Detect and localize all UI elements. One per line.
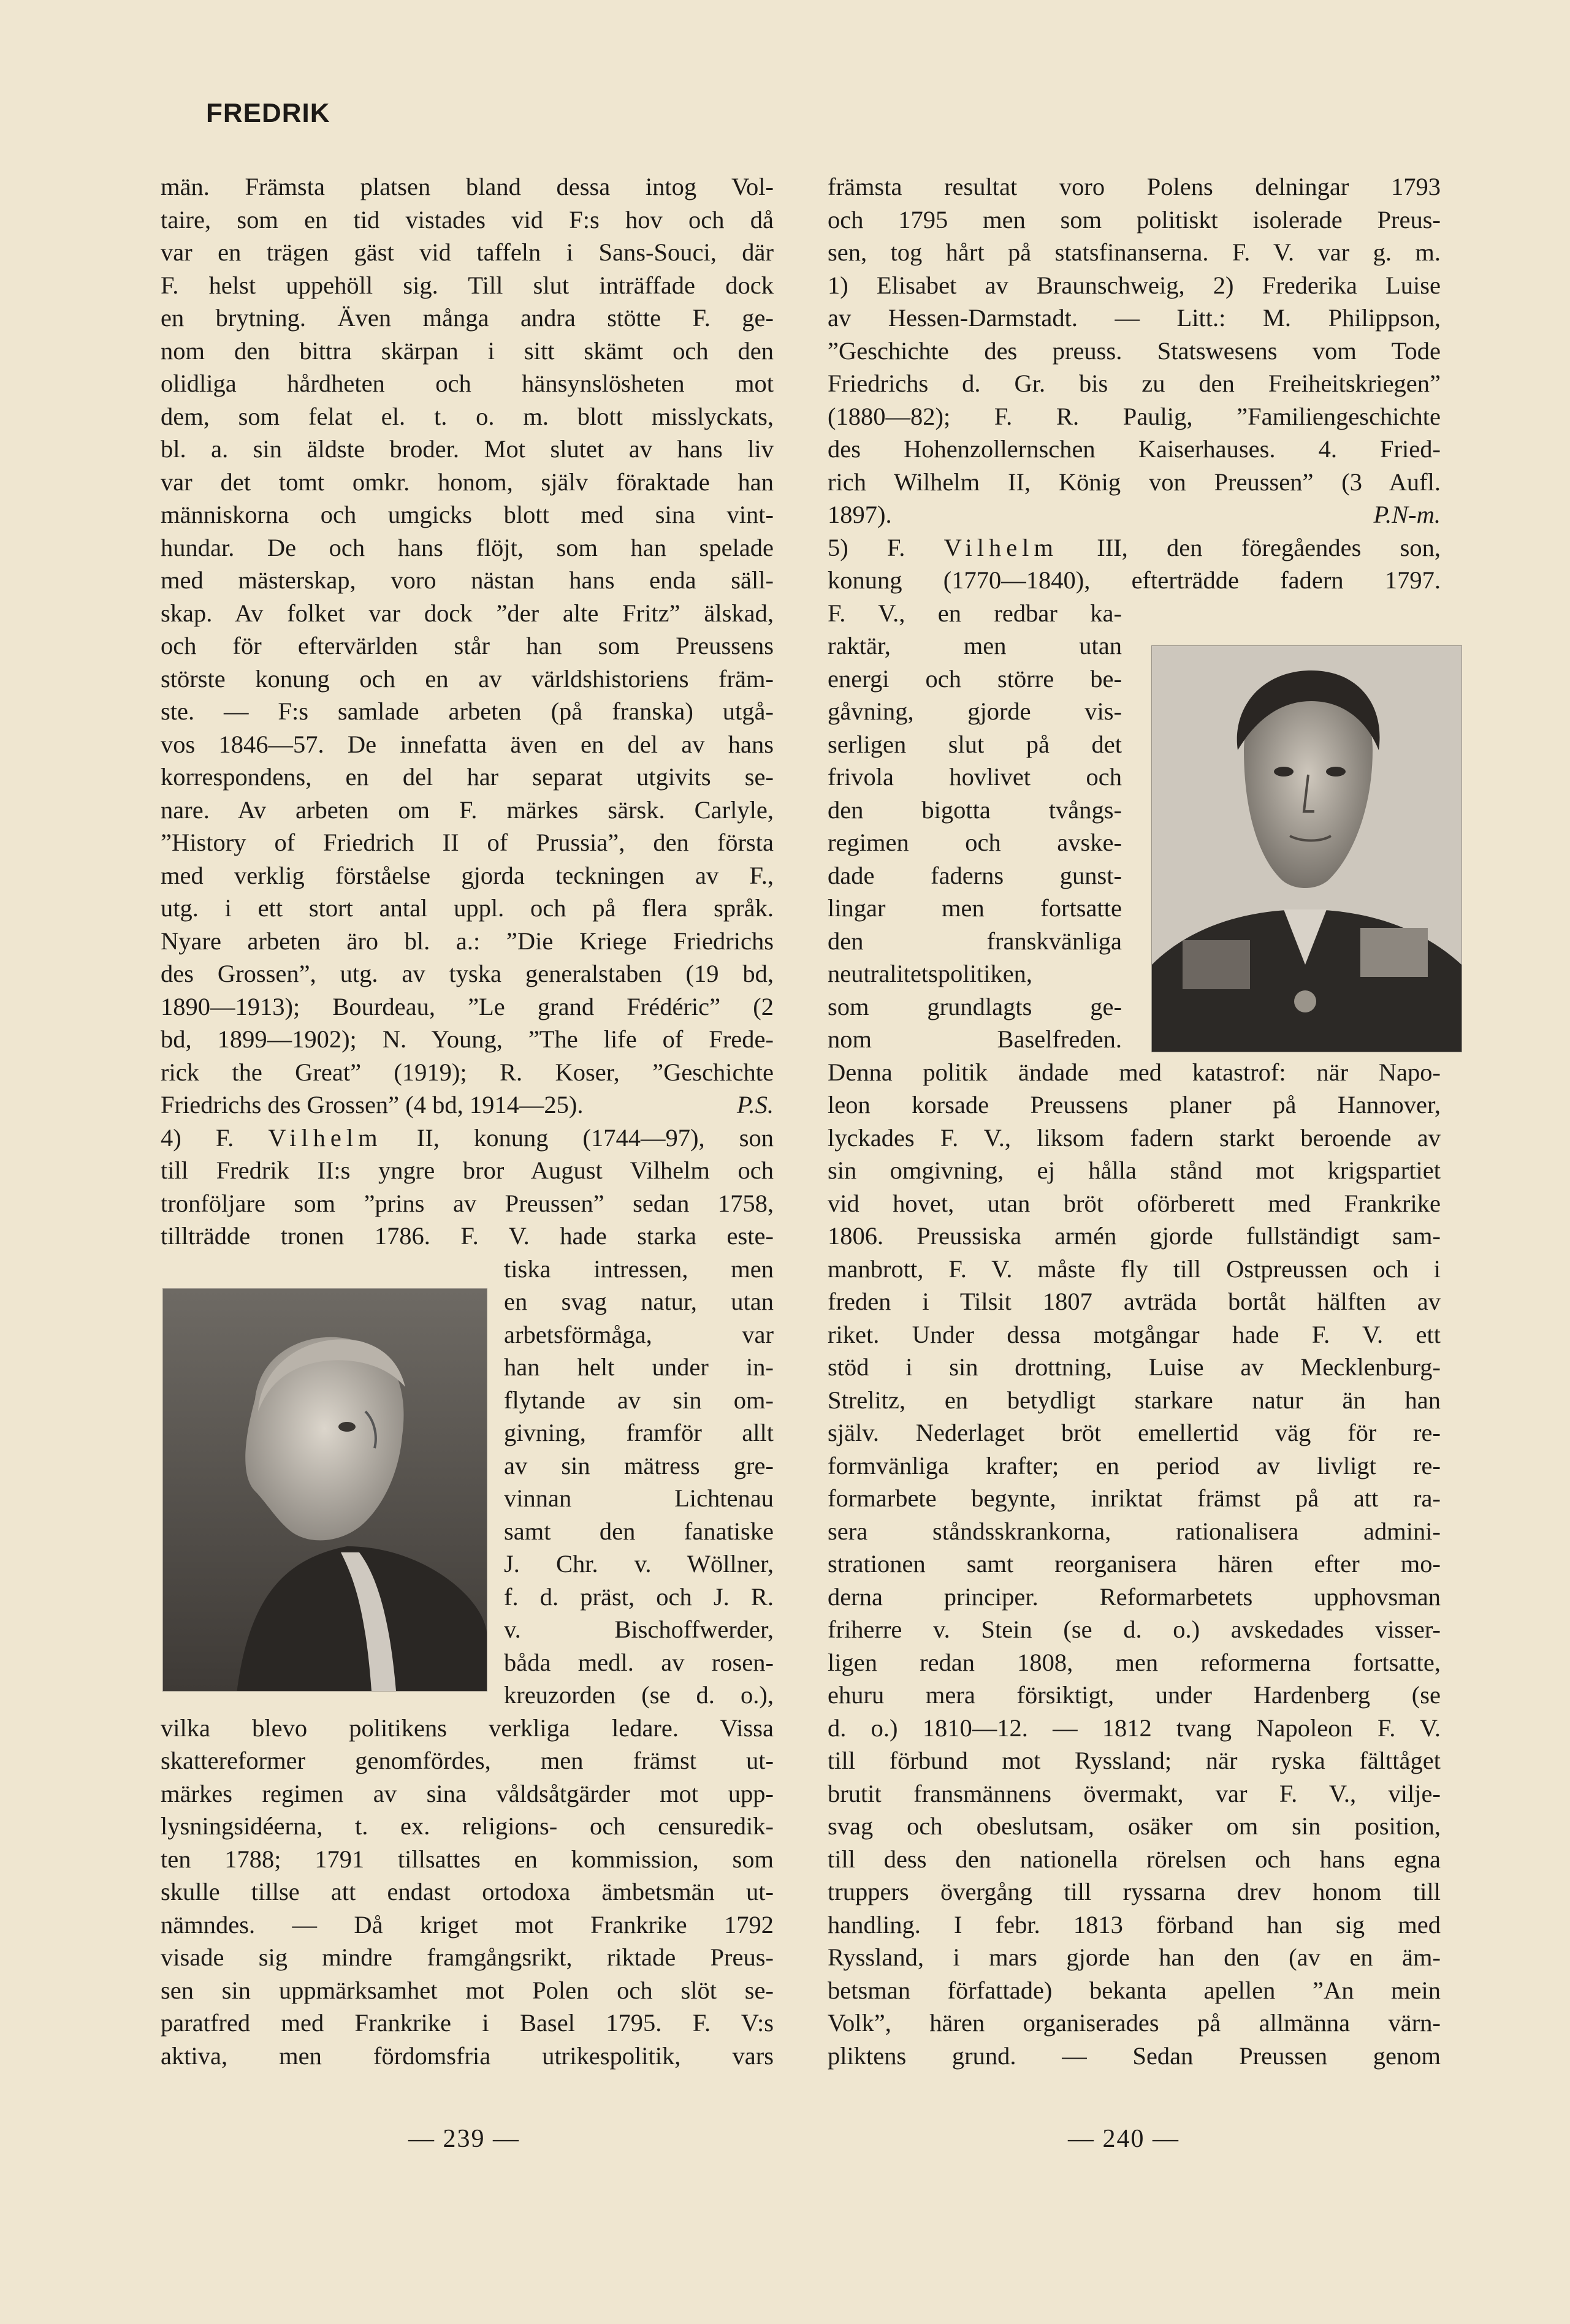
text-line: des Grossen”, utg. av tyska generalstaben (19 bd,	[161, 960, 774, 987]
text-line: den franskvänliga	[828, 927, 1122, 955]
text-line: han helt under in-	[504, 1353, 774, 1381]
text-line: des Hohenzollernschen Kaiserhauses. 4. Fried-	[828, 435, 1441, 463]
text-line: människorna och umgicks blott med sina vint-	[161, 501, 774, 528]
text-line: bl. a. sin äldste broder. Mot slutet av hans liv	[161, 435, 774, 463]
text-line: sin omgivning, ej hålla stånd mot krigspartiet	[828, 1156, 1441, 1184]
text-line: ste. — F:s samlade arbeten (på franska) utgå-	[161, 697, 774, 725]
right-paragraph-a	[828, 170, 1441, 531]
entry-5-number: 5) F.	[828, 533, 905, 561]
text-line: kreuzorden (se d. o.),	[504, 1681, 774, 1709]
text-line: frivola hovlivet och	[828, 763, 1122, 791]
left-paragraph-a	[161, 170, 774, 1122]
entry-4-name: Vilhelm	[268, 1123, 383, 1152]
text-line: av Hessen-Darmstadt. — Litt.: M. Philippson,	[828, 304, 1441, 332]
text-line: ehuru mera försiktigt, under Hardenberg (se	[828, 1681, 1441, 1709]
text-line: med verklig förståelse gjorda teckningen av F.,	[161, 861, 774, 889]
text-line: olidliga hårdheten och hänsynslösheten mot	[161, 370, 774, 397]
text-line: raktär, men utan	[828, 632, 1122, 659]
right-paragraph-c	[828, 1056, 1441, 2073]
text-line: visade sig mindre framgångsrikt, riktade Preus-	[161, 1943, 774, 1971]
text-line: tiska intressen, men	[504, 1255, 774, 1283]
page-number-right: — 240 —	[1068, 2125, 1179, 2153]
text-line: främsta resultat voro Polens delningar 1793	[828, 173, 1441, 200]
text-line: f. d. präst, och J. R.	[504, 1582, 774, 1611]
right-paragraph-b	[828, 564, 1441, 597]
text-line: hundar. De och hans flöjt, som han spelade	[161, 533, 774, 561]
text-line: Volk”, hären organiserades på allmänna värn-	[828, 2009, 1441, 2037]
text-line: ten 1788; 1791 tillsattes en kommission, som	[161, 1845, 774, 1873]
entry-4-rest: II, konung (1744—97), son	[416, 1123, 774, 1152]
text-line: freden i Tilsit 1807 avträda bortåt hälften av	[828, 1288, 1441, 1315]
text-line: sera ståndsskrankorna, rationalisera admini-	[828, 1517, 1441, 1545]
text-line: den bigotta tvångs-	[828, 796, 1122, 824]
text-line: (1880—82); F. R. Paulig, ”Familiengeschichte	[828, 402, 1441, 430]
text-line: Friedrichs des Grossen” (4 bd, 1914—25). P.S.	[161, 1088, 774, 1122]
page-number-left: — 239 —	[408, 2125, 520, 2153]
text-line: friherre v. Stein (se d. o.) avskedades visser-	[828, 1616, 1441, 1643]
text-line: givning, framför allt	[504, 1419, 774, 1446]
portrait-frederick-william-iii	[1151, 645, 1462, 1052]
text-line: riket. Under dessa motgångar hade F. V. ett	[828, 1320, 1441, 1348]
text-line: skattereformer genomfördes, men främst ut-	[161, 1747, 774, 1774]
portrait-frederick-william-iii-image	[1152, 646, 1461, 1052]
portrait-frederick-william-ii	[162, 1288, 487, 1692]
text-line: regimen och avske-	[828, 829, 1122, 856]
text-line: taire, som en tid vistades vid F:s hov och då	[161, 205, 774, 234]
text-line: dade faderns gunst-	[828, 861, 1122, 889]
entry-5-rest: III, den föregåendes son,	[1097, 533, 1441, 561]
text-line: flytande av sin om-	[504, 1386, 774, 1414]
text-line: betsman författade) bekanta apellen ”An mein	[828, 1976, 1441, 2004]
text-line: med mästerskap, voro nästan hans enda säll-	[161, 566, 774, 594]
text-line: dem, som felat el. t. o. m. blott misslyckats,	[161, 402, 774, 430]
text-line: truppers övergång till ryssarna drev honom till	[828, 1878, 1441, 1905]
portrait-frederick-william-ii-image	[163, 1289, 487, 1691]
text-line: derna principer. Reformarbetets upphovsman	[828, 1582, 1441, 1611]
left-paragraph-c	[161, 1712, 774, 2073]
text-line: en svag natur, utan	[504, 1288, 774, 1315]
text-line: 1890—1913); Bourdeau, ”Le grand Frédéric” (2	[161, 992, 774, 1020]
text-line: rick the Great” (1919); R. Koser, ”Geschichte	[161, 1058, 774, 1086]
entry-4-heading	[161, 1122, 774, 1155]
text-line: handling. I febr. 1813 förband han sig med	[828, 1910, 1441, 1939]
text-line: rich Wilhelm II, König von Preussen” (3 Aufl.	[828, 468, 1441, 496]
text-line: sen, tog hårt på statsfinanserna. F. V. var g. m.	[828, 238, 1441, 266]
text-line: män. Främsta platsen bland dessa intog Vol-	[161, 173, 774, 200]
text-line: 1806. Preussiska armén gjorde fullständigt sam-	[828, 1222, 1441, 1250]
text-line: d. o.) 1810—12. — 1812 tvang Napoleon F. V.	[828, 1714, 1441, 1742]
text-line: var det tomt omkr. honom, själv föraktade han	[161, 468, 774, 496]
left-column	[161, 170, 774, 2072]
text-line: båda medl. av rosen-	[504, 1648, 774, 1676]
text-line: Denna politik ändade med katastrof: när Napo-	[828, 1058, 1441, 1086]
text-line: energi och större be-	[828, 664, 1122, 693]
text-line: ligen redan 1808, men reformerna fortsatte,	[828, 1648, 1441, 1676]
text-line: skulle tillse att endast ortodoxa ämbetsmän ut-	[161, 1878, 774, 1905]
text-line: 1897). P.N-m.	[828, 498, 1441, 531]
text-line: serligen slut på det	[828, 730, 1122, 758]
text-line: till förbund mot Ryssland; när ryska fälttåget	[828, 1747, 1441, 1774]
text-line: aktiva, men fördomsfria utrikespolitik, vars	[161, 2041, 774, 2070]
right-column	[828, 170, 1441, 2072]
author-signature: P.S.	[736, 1091, 774, 1118]
text-line: vinnan Lichtenau	[504, 1484, 774, 1512]
text-line: lyckades F. V., liksom fadern starkt beroende av	[828, 1123, 1441, 1152]
text-line: paratfred med Frankrike i Basel 1795. F. V:s	[161, 2009, 774, 2037]
page-header: FREDRIK	[206, 98, 330, 128]
text-line: stöd i sin drottning, Luise av Mecklenburg-	[828, 1353, 1441, 1381]
text-line: pliktens grund. — Sedan Preussen genom	[828, 2041, 1441, 2070]
text-line: strationen samt reorganisera hären efter mo-	[828, 1550, 1441, 1578]
text-line: formvänliga krafter; en period av livligt re-	[828, 1451, 1441, 1479]
text-line: arbetsförmåga, var	[504, 1320, 774, 1348]
author-signature: P.N-m.	[1373, 501, 1441, 528]
text-line: vilka blevo politikens verkliga ledare. Vissa	[161, 1714, 774, 1742]
text-line: till dess den nationella rörelsen och hans egna	[828, 1845, 1441, 1873]
text-line: skap. Av folket var dock ”der alte Fritz” älskad,	[161, 599, 774, 627]
text-line: F. helst uppehöll sig. Till slut inträffade dock	[161, 271, 774, 299]
text-line: konung (1770—1840), efterträdde fadern 1797.	[828, 566, 1441, 594]
text-line: samt den fanatiske	[504, 1517, 774, 1545]
text-line: formarbete begynte, inriktat främst på att ra-	[828, 1484, 1441, 1512]
text-line: nom den bittra skärpan i sitt skämt och den	[161, 336, 774, 365]
text-line: ”Geschichte des preuss. Statswesens vom Tode	[828, 336, 1441, 365]
text-line: neutralitetspolitiken,	[828, 960, 1033, 987]
text-line: nom Baselfreden.	[828, 1025, 1122, 1053]
text-line: störste konung och en av världshistoriens främ-	[161, 664, 774, 693]
text-line: korrespondens, en del har separat utgivits se-	[161, 763, 774, 791]
text-line: F. V., en redbar ka-	[828, 599, 1122, 627]
text-line: som grundlagts ge-	[828, 992, 1122, 1020]
text-line: tronföljare som ”prins av Preussen” sedan 1758,	[161, 1189, 774, 1217]
text-line: märkes regimen av sina våldsåtgärder mot upp-	[161, 1779, 774, 1807]
entry-5-heading	[828, 531, 1441, 564]
text-line: till Fredrik II:s yngre bror August Vilhelm och	[161, 1156, 774, 1184]
text-line: gåvning, gjorde vis-	[828, 697, 1122, 725]
entry-4-number: 4) F.	[161, 1123, 234, 1152]
text-line: Strelitz, en betydligt starkare natur än han	[828, 1386, 1441, 1414]
text-line: brutit fransmännens övermakt, var F. V., vilje-	[828, 1779, 1441, 1807]
text-line: tillträdde tronen 1786. F. V. hade starka este-	[161, 1222, 774, 1250]
left-paragraph-b	[161, 1154, 774, 1253]
text-line: utg. i ett stort antal uppl. och på flera språk.	[161, 894, 774, 922]
text-line: bd, 1899—1902); N. Young, ”The life of Frede-	[161, 1025, 774, 1053]
text-line: lingar men fortsatte	[828, 894, 1122, 922]
text-line: v. Bischoffwerder,	[504, 1616, 774, 1643]
text-line: Friedrichs d. Gr. bis zu den Freiheitskriegen”	[828, 370, 1441, 397]
text-line: en brytning. Även många andra stötte F. ge-	[161, 304, 774, 332]
text-line: Ryssland, i mars gjorde han den (av en äm-	[828, 1943, 1441, 1971]
text-line: ”History of Friedrich II of Prussia”, den första	[161, 829, 774, 856]
text-line: lysningsidéerna, t. ex. religions- och censuredik-	[161, 1812, 774, 1840]
text-line: nare. Av arbeten om F. märkes särsk. Carlyle,	[161, 796, 774, 824]
text-line: sen sin uppmärksamhet mot Polen och slöt se-	[161, 1976, 774, 2004]
text-line: vid hovet, utan bröt oförberett med Frankrike	[828, 1189, 1441, 1217]
text-line: Nyare arbeten äro bl. a.: ”Die Kriege Friedrichs	[161, 927, 774, 955]
text-line: var en trägen gäst vid taffeln i Sans-Souci, där	[161, 238, 774, 266]
text-line: 1) Elisabet av Braunschweig, 2) Frederika Luise	[828, 271, 1441, 299]
text-line: manbrott, F. V. måste fly till Ostpreussen och i	[828, 1255, 1441, 1283]
text-line: J. Chr. v. Wöllner,	[504, 1550, 774, 1578]
text-line: leon korsade Preussens planer på Hannover,	[828, 1091, 1441, 1118]
text-line: själv. Nederlaget bröt emellertid väg för re-	[828, 1419, 1441, 1446]
entry-5-name: Vilhelm	[943, 533, 1058, 561]
text-line: av sin mätress gre-	[504, 1451, 774, 1479]
text-line: och 1795 men som politiskt isolerade Preus-	[828, 205, 1441, 234]
text-line: nämndes. — Då kriget mot Frankrike 1792	[161, 1910, 774, 1939]
text-line: och för eftervärlden står han som Preussens	[161, 632, 774, 659]
text-line: svag och obeslutsam, osäker om sin position,	[828, 1812, 1441, 1840]
text-line: vos 1846—57. De innefatta även en del av hans	[161, 730, 774, 758]
